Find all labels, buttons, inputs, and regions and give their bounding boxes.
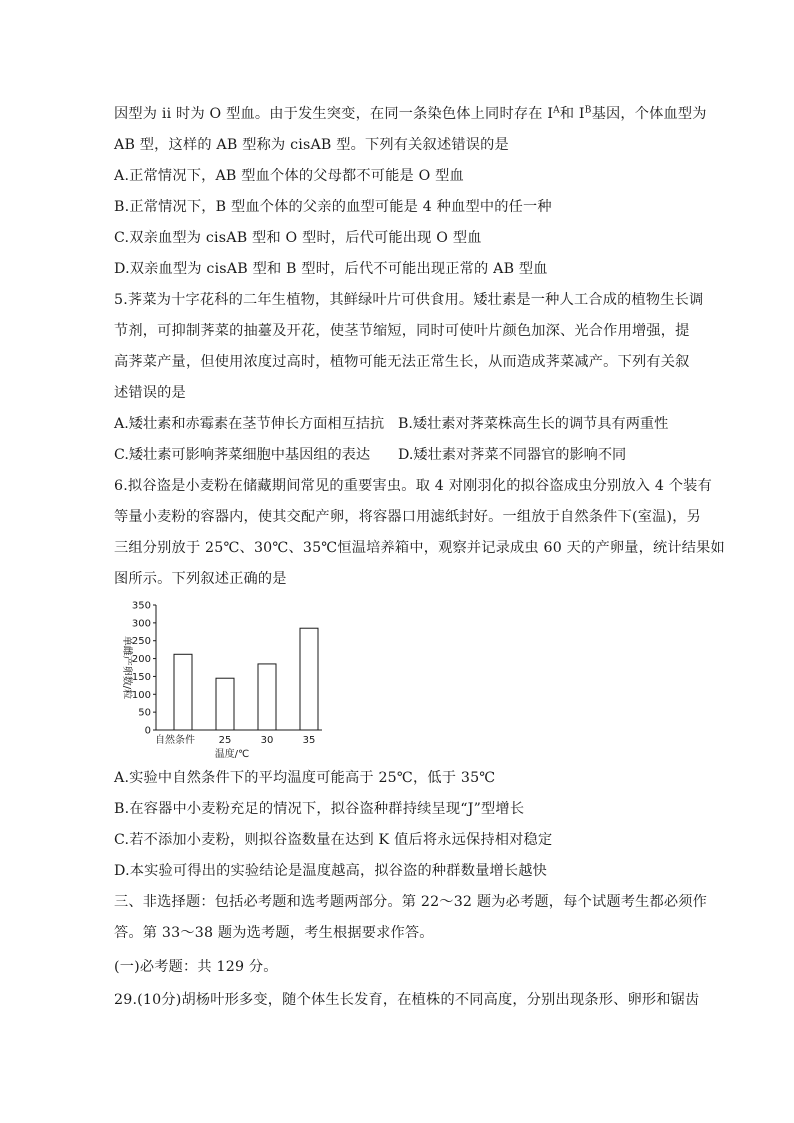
q4-stem-line-2: AB 型，这样的 AB 型称为 cisAB 型。下列有关叙述错误的是 — [114, 137, 509, 153]
q6-option-d: D.本实验可得出的实验结论是温度越高，拟谷盗的种群数量增长越快 — [114, 863, 548, 879]
y-axis-label: 单雌产卵数/粒 — [121, 635, 132, 700]
x-tick-label: 25 — [218, 735, 232, 746]
q4-option-d: D.双亲血型为 cisAB 型和 B 型时，后代不可能出现正常的 AB 型血 — [114, 261, 548, 277]
allele-b-superscript: B — [584, 105, 592, 116]
q5-stem-line-4: 述错误的是 — [114, 385, 186, 401]
q5-stem-line-2: 节剂，可抑制荠菜的抽薹及开花，使茎节缩短，同时可使叶片颜色加深、光合作用增强，提 — [114, 323, 690, 339]
x-axis-label: 温度/℃ — [214, 749, 250, 760]
q4-line1-text-a: 因型为 ii 时为 O 型血。由于发生突变，在同一条染色体上同时存在 I — [114, 106, 554, 122]
egg-count-bar-chart — [114, 596, 329, 764]
q6-stem-line-4: 图所示。下列叙述正确的是 — [114, 571, 287, 587]
x-tick-label: 自然条件 — [155, 735, 195, 746]
q6-option-a: A.实验中自然条件下的平均温度可能高于 25℃，低于 35℃ — [114, 770, 496, 786]
q5-stem-line-3: 高荠菜产量，但使用浓度过高时，植物可能无法正常生长，从而造成荠菜减产。下列有关叙 — [114, 354, 690, 370]
bar-2 — [258, 664, 276, 730]
bar-3 — [300, 628, 318, 730]
y-tick-label: 350 — [131, 600, 151, 612]
allele-a-superscript: A — [553, 105, 560, 116]
q5-stem-line-1: 5.荠菜为十字花科的二年生植物，其鲜绿叶片可供食用。矮壮素是一种人工合成的植物生长调 — [114, 292, 704, 308]
section3-intro-line-1: 三、非选择题：包括必考题和选考题两部分。第 22～32 题为必考题，每个试题考生都必须作 — [114, 894, 708, 910]
y-tick-label: 100 — [131, 689, 151, 701]
bar-0 — [174, 654, 192, 730]
y-tick-label: 50 — [138, 707, 151, 719]
q4-line1-text-c: 基因，个体血型为 — [591, 106, 707, 122]
q6-option-c: C.若不添加小麦粉，则拟谷盗数量在达到 K 值后将永远保持相对稳定 — [114, 832, 553, 848]
q6-stem-line-1: 6.拟谷盗是小麦粉在储藏期间常见的重要害虫。取 4 对刚羽化的拟谷盗成虫分别放入 4 个装有 — [114, 478, 712, 494]
q6-option-b: B.在容器中小麦粉充足的情况下，拟谷盗种群持续呈现“J”型增长 — [114, 801, 525, 817]
section3-subheading: (一)必考题：共 129 分。 — [114, 959, 278, 975]
q6-stem-line-2: 等量小麦粉的容器内，使其交配产卵，将容器口用滤纸封好。一组放于自然条件下(室温)，另 — [114, 509, 701, 525]
q5-option-d: D.矮壮素对荠菜不同器官的影响不同 — [398, 447, 627, 463]
q29-stem-line-1: 29.(10分)胡杨叶形多变，随个体生长发育，在植株的不同高度，分别出现条形、卵形和锯齿 — [114, 992, 700, 1008]
q5-option-c: C.矮壮素可影响荠菜细胞中基因组的表达 — [114, 447, 371, 463]
q5-option-b: B.矮壮素对荠菜株高生长的调节具有两重性 — [398, 416, 669, 432]
y-tick-label: 300 — [131, 618, 151, 630]
y-tick-label: 0 — [144, 725, 151, 737]
y-tick-label: 200 — [131, 654, 151, 666]
section3-intro-line-2: 答。第 33～38 题为选考题，考生根据要求作答。 — [114, 925, 434, 941]
y-tick-label: 250 — [131, 636, 151, 648]
q4-option-c: C.双亲血型为 cisAB 型和 O 型时，后代可能出现 O 型血 — [114, 230, 482, 246]
q4-stem-line-1 — [114, 104, 707, 124]
y-tick-label: 150 — [131, 671, 151, 683]
bar-1 — [216, 678, 234, 730]
q4-option-a: A.正常情况下，AB 型血个体的父母都不可能是 O 型血 — [114, 168, 464, 184]
x-tick-label: 30 — [260, 735, 274, 746]
x-tick-label: 35 — [302, 735, 316, 746]
q4-option-b: B.正常情况下，B 型血个体的父亲的血型可能是 4 种血型中的任一种 — [114, 199, 552, 215]
q4-line1-text-b: 和 I — [559, 106, 585, 122]
q5-option-a: A.矮壮素和赤霉素在茎节伸长方面相互拮抗 — [114, 416, 385, 432]
q6-stem-line-3: 三组分别放于 25℃、30℃、35℃恒温培养箱中，观察并记录成虫 60 天的产卵量，统计结果如 — [114, 540, 725, 556]
